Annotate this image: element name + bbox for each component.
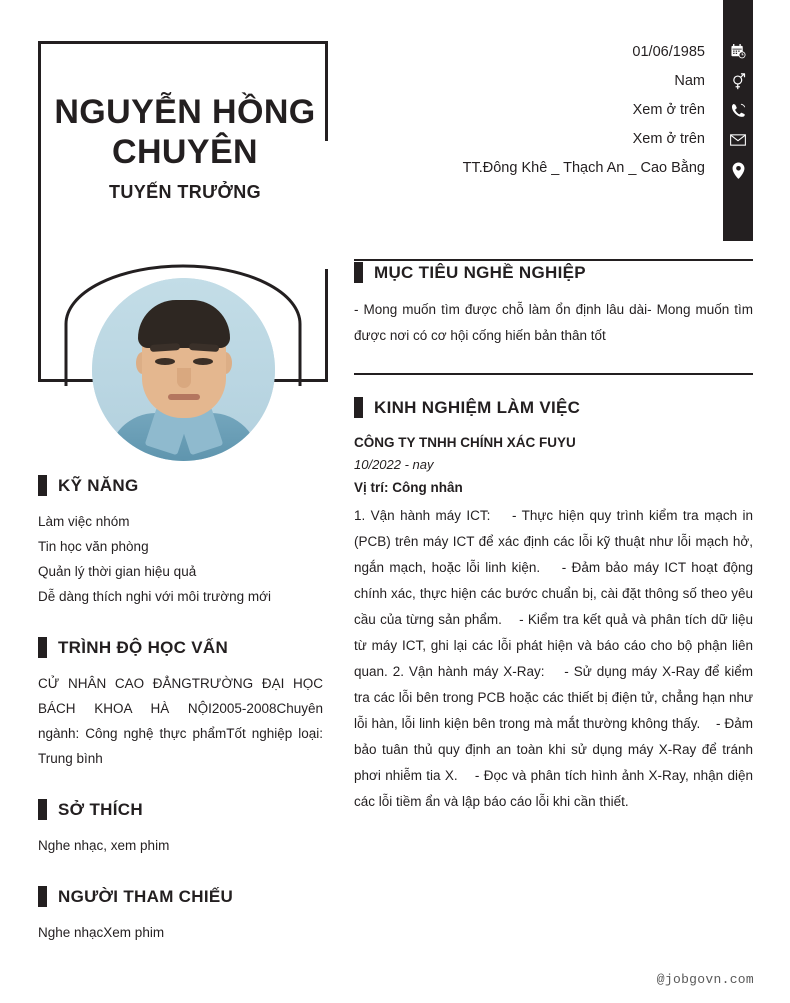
section-marker-icon	[38, 475, 47, 496]
page-title: NGUYỄN HỒNG CHUYÊN	[54, 93, 316, 171]
list-item: Quản lý thời gian hiệu quả	[38, 564, 197, 579]
education-heading	[38, 637, 323, 658]
section-experience	[354, 397, 757, 815]
section-skills	[38, 475, 323, 609]
experience-company: CÔNG TY TNHH CHÍNH XÁC FUYU	[354, 435, 576, 450]
objective-text: - Mong muốn tìm được chỗ làm ổn định lâu dài- Mong muốn tìm được nơi có cơ hội cống hiến bản thân tốt	[354, 302, 753, 343]
experience-period: 10/2022 - nay	[354, 457, 434, 472]
divider-top	[354, 259, 753, 261]
section-marker-icon	[38, 799, 47, 820]
contact-values	[420, 38, 705, 183]
frame-top-edge	[38, 41, 328, 44]
hobbies-heading-label: SỞ THÍCH	[58, 799, 143, 819]
frame-right-edge-lower	[325, 269, 328, 382]
section-objective	[354, 262, 753, 349]
references-text: Nghe nhạcXem phim	[38, 925, 165, 940]
photo-eye-right	[193, 358, 213, 365]
contact-icon-bar	[723, 0, 753, 241]
divider-middle	[354, 373, 753, 375]
job-title: TUYẾN TRƯỞNG	[108, 182, 262, 202]
experience-description: 1. Vận hành máy ICT: - Thực hiện quy trình kiểm tra mạch in (PCB) trên máy ICT để xác định các lỗi kỹ thuật như lỗi mạch hở, ngắn mạch, hoặc lỗi linh kiện. - Đảm bảo máy ICT hoạt động chính xác, thực hiện các bước chuẩn bị, cài đặt thông số theo yêu cầu của từng sản phẩm. - Kiểm tra kết quả và phân tích dữ liệu từ máy ICT, ghi lại các lỗi phát hiện và báo cáo cho bộ phận liên quan. 2. Vận hành máy X-Ray: - Sử dụng máy X-Ray để kiểm tra các lỗi bên trong PCB hoặc các thiết bị điện tử, chẳng hạn như lỗi hàn, lỗi linh kiện bên trong mà mắt thường không thấy. - Đảm bảo tuân thủ quy định an toàn khi sử dụng máy X-Ray để tránh phơi nhiễm tia X. - Đọc và phân tích hình ảnh X-Ray, nhận diện các lỗi tiềm ẩn và lập báo cáo lỗi khi cần thiết.	[354, 508, 757, 809]
education-text: CỬ NHÂN CAO ĐẲNGTRƯỜNG ĐẠI HỌC BÁCH KHOA HÀ NỘI2005-2008Chuyên ngành: Công nghệ thực phẩmTốt nghiệp loại: Trung bình	[38, 676, 323, 766]
objective-heading-label: MỤC TIÊU NGHỀ NGHIỆP	[374, 262, 586, 282]
section-marker-icon	[354, 397, 363, 418]
experience-entry	[354, 432, 757, 815]
objective-heading	[354, 262, 753, 283]
experience-position: Vị trí: Công nhân	[354, 480, 463, 495]
hobbies-text: Nghe nhạc, xem phim	[38, 838, 170, 853]
gender-icon	[723, 70, 753, 92]
experience-heading-label: KINH NGHIỆM LÀM VIỆC	[374, 397, 581, 417]
name-block	[40, 92, 330, 203]
list-item: Tin học văn phòng	[38, 539, 149, 554]
right-column	[354, 262, 757, 815]
section-marker-icon	[38, 886, 47, 907]
education-body	[38, 671, 323, 771]
section-education	[38, 637, 323, 771]
location-icon	[723, 159, 753, 181]
photo-mouth	[168, 394, 200, 400]
section-hobbies	[38, 799, 323, 858]
section-marker-icon	[38, 637, 47, 658]
section-marker-icon	[354, 262, 363, 283]
photo-nose	[177, 368, 191, 388]
contact-value-address: TT.Đông Khê _ Thạch An _ Cao Bằng	[462, 160, 705, 176]
references-heading	[38, 886, 323, 907]
left-column	[38, 475, 323, 945]
contact-value-phone: Xem ở trên	[632, 102, 705, 118]
calendar-icon	[723, 40, 753, 62]
references-heading-label: NGƯỜI THAM CHIẾU	[58, 886, 234, 906]
avatar	[92, 278, 275, 461]
skills-heading	[38, 475, 323, 496]
phone-icon	[723, 99, 753, 121]
skills-heading-label: KỸ NĂNG	[58, 475, 139, 495]
contact-value-email: Xem ở trên	[632, 131, 705, 147]
experience-heading	[354, 397, 753, 418]
hobbies-body	[38, 833, 323, 858]
contact-value-gender: Nam	[674, 73, 705, 89]
section-references	[38, 886, 323, 945]
education-heading-label: TRÌNH ĐỘ HỌC VẤN	[58, 637, 229, 657]
list-item: Làm việc nhóm	[38, 514, 130, 529]
watermark: @jobgovn.com	[656, 972, 754, 987]
email-icon	[723, 129, 753, 151]
list-item: Dễ dàng thích nghi với môi trường mới	[38, 589, 271, 604]
photo-eye-left	[155, 358, 175, 365]
contact-value-birthdate: 01/06/1985	[632, 44, 705, 60]
hobbies-heading	[38, 799, 323, 820]
skills-list	[38, 509, 323, 609]
references-body	[38, 920, 323, 945]
